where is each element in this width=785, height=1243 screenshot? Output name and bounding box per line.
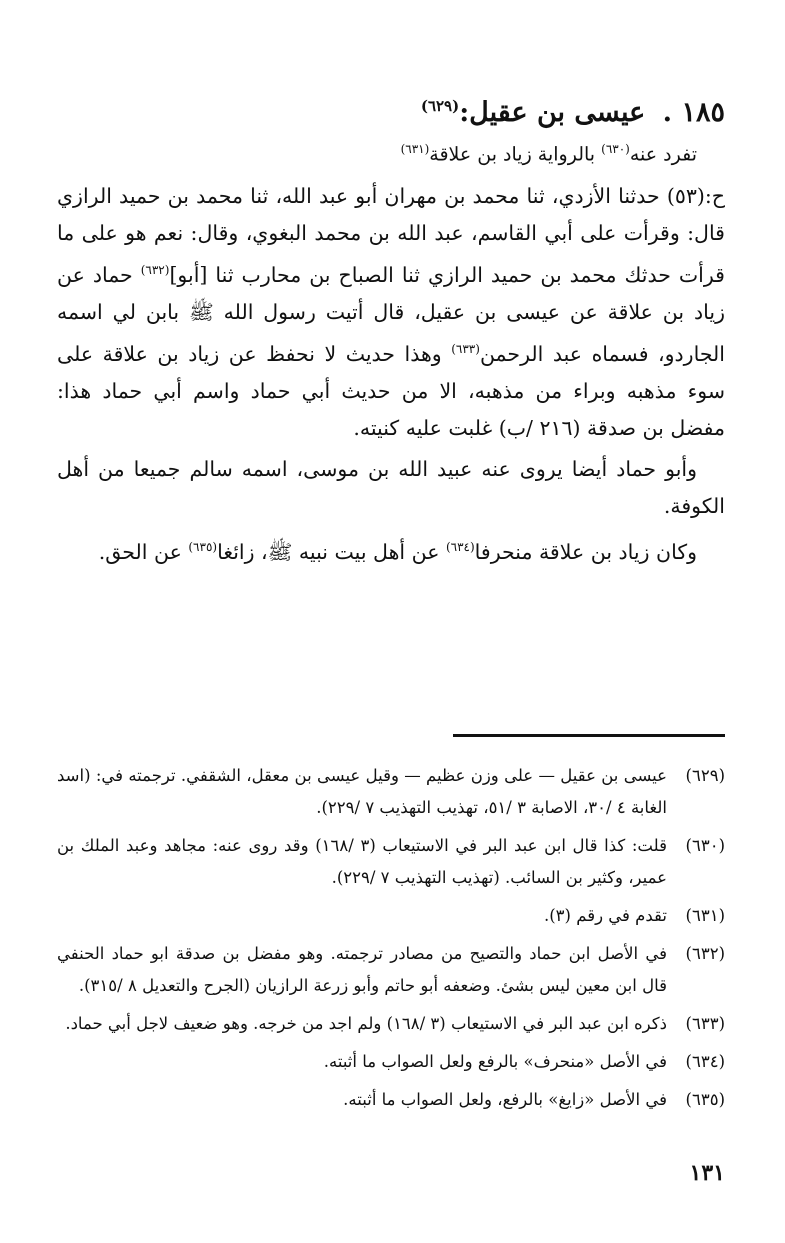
- footnote-text: ذكره ابن عبد البر في الاستيعاب (٣ /١٦٨) ولم اجد من خرجه. وهو ضعيف لاجل أبي حماد.: [65, 1014, 667, 1033]
- paragraph: [57, 529, 725, 571]
- footnote-ref: (٦٣٣): [451, 341, 480, 356]
- footnote-number: (٦٢٩): [685, 766, 725, 785]
- footnote: [57, 938, 725, 1002]
- intro-text: بالرواية زياد بن علاقة: [429, 143, 602, 166]
- footnote-number: (٦٣٢): [685, 944, 725, 963]
- footnote-text: في الأصل ابن حماد والتصيح من مصادر ترجمته. وهو مفضل بن صدقة ابو حماد الحنفي قال ابن معين ليس بشئ. وضعفه أبو حاتم وأبو زرعة الرازيان (الجرح والتعديل ٨ /٣١٥).: [57, 944, 667, 995]
- entry-title: عيسى بن عقيل:: [459, 97, 646, 128]
- footnote-ref: (٦٣٠): [601, 142, 630, 156]
- footnote-number: (٦٣٤): [685, 1052, 725, 1071]
- entry-heading: [60, 88, 725, 131]
- footnotes: [57, 760, 725, 1122]
- footnote-number: (٦٣٣): [685, 1014, 725, 1033]
- footnote-text: قلت: كذا قال ابن عبد البر في الاستيعاب (٣ /١٦٨) وقد روى عنه: مجاهد وعبد الملك بن عمير، وكثير بن السائب. (تهذيب التهذيب ٧ /٢٢٩).: [57, 836, 667, 887]
- footnote-ref: (٦٣٥): [188, 539, 218, 554]
- footnote-number: (٦٣٥): [685, 1090, 725, 1109]
- footnote-separator: [453, 734, 725, 737]
- footnote-ref: (٦٣٢): [140, 263, 170, 277]
- footnote-text: في الأصل «زايغ» بالرفع، ولعل الصواب ما أثبته.: [343, 1090, 667, 1109]
- text-run: عن الحق.: [98, 539, 189, 564]
- intro-text: تفرد عنه: [629, 143, 697, 166]
- footnote-text: في الأصل «منحرف» بالرفع ولعل الصواب ما أثبته.: [323, 1052, 667, 1071]
- footnote-number: (٦٣١): [685, 906, 725, 925]
- footnote: [57, 1084, 725, 1116]
- footnote-ref: (٦٣٤): [445, 539, 475, 554]
- paragraph: وأبو حماد أيضا يروى عنه عبيد الله بن موسى، اسمه سالم جميعا من أهل الكوفة.: [57, 456, 725, 518]
- text-run: وهذا حديث لا نحفظ عن زياد بن علاقة على سوء مذهبه وبراء من مذهبه، الا من حديث أبي حماد واسم أبي حماد هذا: مفضل بن صدقة (٢١٦ /ب) غلبت عليه كنيته.: [57, 341, 725, 440]
- footnote: [57, 830, 725, 894]
- footnote: [57, 760, 725, 824]
- entry-number: ١٨٥ .: [662, 97, 725, 128]
- main-text: [57, 178, 725, 570]
- footnote: [57, 1008, 725, 1040]
- page-number: ١٣١: [689, 1160, 725, 1186]
- footnote-ref: (٦٣١): [400, 142, 430, 156]
- footnote: [57, 900, 725, 932]
- text-run: وكان زياد بن علاقة منحرفا: [474, 539, 697, 564]
- intro-line: [57, 134, 697, 169]
- footnote: [57, 1046, 725, 1078]
- footnote-number: (٦٣٠): [685, 836, 725, 855]
- text-run: عن أهل بيت نبيه ﷺ، زائغا: [217, 539, 446, 564]
- text-run: حماد عن زياد بن علاقة عن عيسى بن عقيل، قال أتيت رسول الله ﷺ بابن لي اسمه الجاردو، فسماه عبد الرحمن: [57, 262, 725, 366]
- text-run: ح:(٥٣) حدثنا الأزدي، ثنا محمد بن مهران أبو عبد الله، ثنا محمد بن حميد الرازي قال: وقرأت على أبي القاسم، عبد الله بن محمد البغوي، وقال: نعم هو على ما قرأت حدثك محمد بن حميد الرازي ثنا الصباح بن محارب ثنا [أبو]: [57, 184, 725, 287]
- paragraph: [57, 178, 725, 447]
- footnote-text: عيسى بن عقيل — على وزن عظيم — وقيل عيسى بن معقل، الشقفي. ترجمته في: (اسد الغابة ٤ /٣٠، الاصابة ٣ /٥١، تهذيب التهذيب ٧ /٢٢٩).: [57, 766, 667, 817]
- footnote-ref: (٦٢٩): [420, 97, 460, 115]
- footnote-text: تقدم في رقم (٣).: [543, 906, 667, 925]
